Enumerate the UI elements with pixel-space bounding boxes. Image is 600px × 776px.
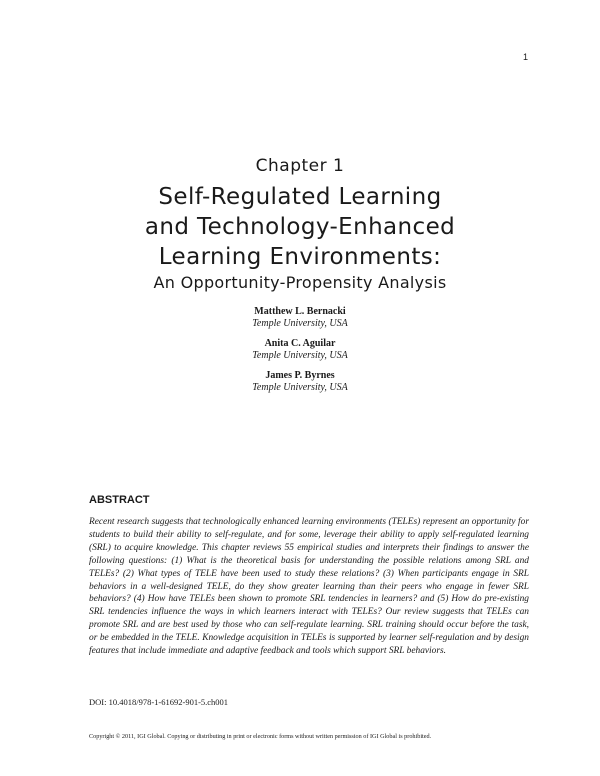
author-name: James P. Byrnes [265,370,335,381]
chapter-title-line: Self-Regulated Learning [158,184,442,210]
author-name: Matthew L. Bernacki [254,306,346,317]
doi-line: DOI: 10.4018/978-1-61692-901-5.ch001 [89,697,229,707]
author-name: Anita C. Aguilar [264,338,336,349]
chapter-title-line: Learning Environments: [158,244,442,270]
page-number: 1 [522,52,528,62]
copyright-notice: Copyright © 2011, IGI Global. Copying or distributing in print or electronic forms without written permission of IGI Global is prohibited. [89,733,432,740]
author-list [0,306,600,402]
chapter-label: Chapter 1 [255,156,345,176]
chapter-subtitle: An Opportunity-Propensity Analysis [153,273,447,292]
chapter-title-block [0,155,600,293]
chapter-title-line: and Technology-Enhanced [144,214,456,240]
author-entry [0,338,600,362]
author-affiliation: Temple University, USA [252,350,348,361]
author-affiliation: Temple University, USA [252,382,348,393]
abstract-heading: ABSTRACT [89,494,150,506]
abstract-body: Recent research suggests that technologically enhanced learning environments (TELEs) represent an opportunity for students to build their ability to self-regulate, and for some, leverage their ability to apply self-regulated learning (SRL) to acquire knowledge. This chapter reviews 55 empirical studies and interprets their findings to answer the following questions: (1) What is the theoretical basis for understanding the possible relations among SRL and TELEs? (2) What types of TELE have been used to study these relations? (3) When participants engage in SRL behaviors in a well-designed TELE, do they show greater learning than their peers who engage in fewer SRL behaviors? (4) How have TELEs been shown to promote SRL tendencies in learners? and (5) How do pre-existing SRL tendencies influence the ways in which learners interact with TELEs? Our review suggests that TELEs can promote SRL and are best used by those who can self-regulate learning. SRL training should occur before the task, or be embedded in the TELE. Knowledge acquisition in TELEs is supported by learner self-regulation and by design features that include immediate and adaptive feedback and tools which support SRL behaviors. [89,517,529,657]
author-affiliation: Temple University, USA [252,318,348,329]
author-entry [0,370,600,394]
author-entry [0,306,600,330]
